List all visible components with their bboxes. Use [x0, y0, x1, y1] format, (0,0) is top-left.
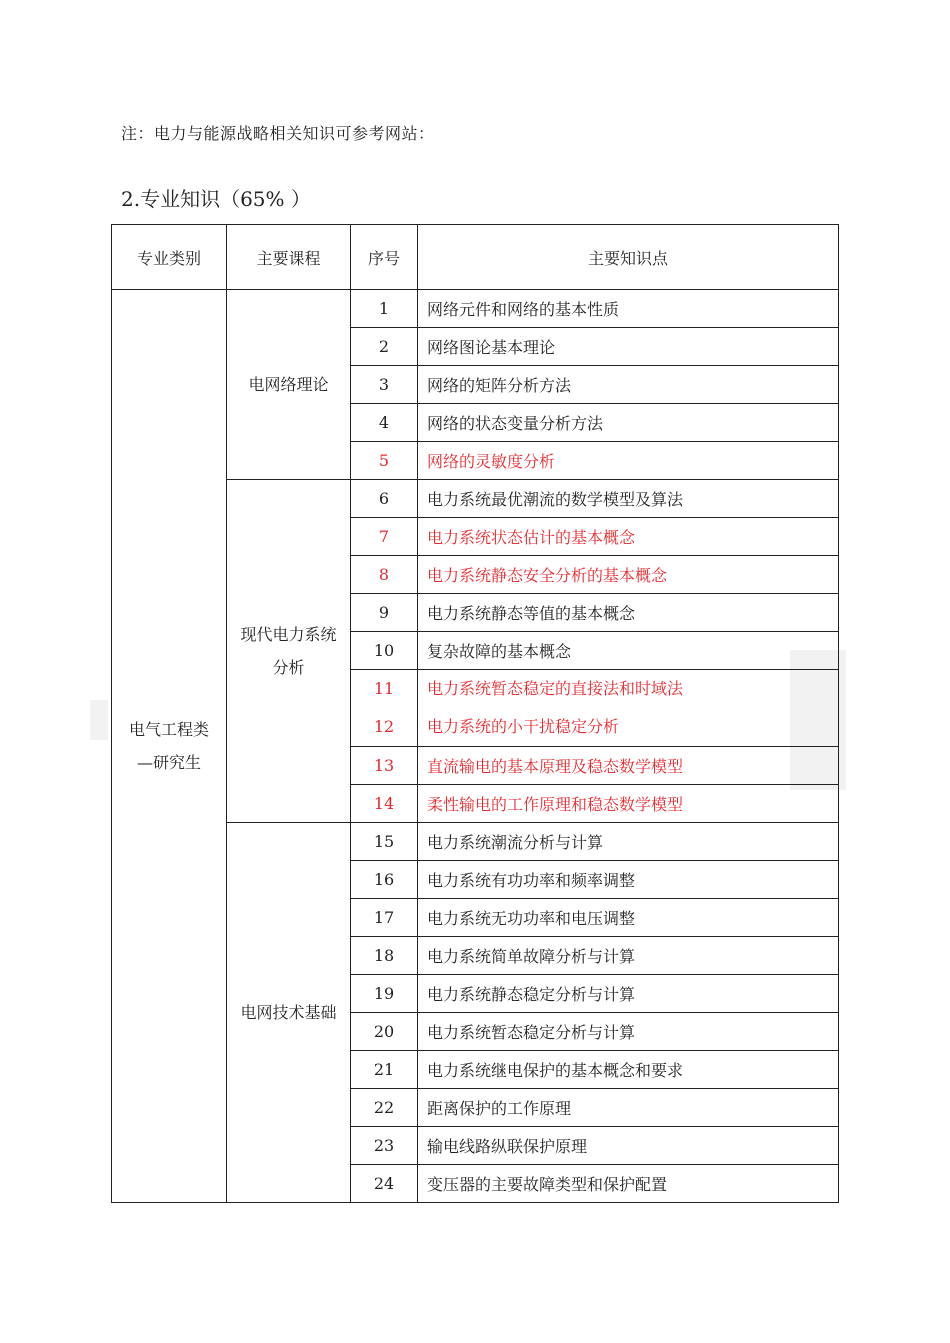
- row-number: [351, 518, 418, 556]
- row-number: [351, 632, 418, 670]
- knowledge-point: [418, 937, 839, 975]
- row-number: [351, 480, 418, 518]
- knowledge-point: [418, 290, 839, 328]
- header-knowledge-point: 主要知识点: [418, 225, 839, 290]
- row-number: [351, 1165, 418, 1203]
- row-number-text: 15: [373, 832, 395, 851]
- row-number: [351, 670, 418, 747]
- knowledge-point-text: 电力系统暂态稳定的直接法和时域法: [427, 679, 684, 698]
- row-number-text: 14: [373, 794, 395, 813]
- row-number: [351, 442, 418, 480]
- row-number: [351, 1089, 418, 1127]
- knowledge-point-text: 电力系统简单故障分析与计算: [427, 947, 636, 966]
- knowledge-point: [418, 1127, 839, 1165]
- knowledge-point: [418, 1165, 839, 1203]
- row-number: [351, 937, 418, 975]
- header-number: 序号: [351, 225, 418, 290]
- knowledge-point-text: 网络的矩阵分析方法: [427, 376, 572, 395]
- knowledge-point: [418, 785, 839, 823]
- row-number-text: 9: [378, 603, 390, 622]
- row-number-text: 21: [373, 1060, 395, 1079]
- knowledge-point: [418, 556, 839, 594]
- row-number-text: 19: [373, 984, 395, 1003]
- row-number: [351, 899, 418, 937]
- category-label-line1: 电气工程类: [128, 720, 209, 739]
- knowledge-point: [418, 747, 839, 785]
- knowledge-point: [418, 594, 839, 632]
- course-cell: 电网络理论: [227, 290, 351, 480]
- knowledge-point: [418, 975, 839, 1013]
- reference-note: 注：电力与能源战略相关知识可参考网站：: [121, 124, 435, 143]
- row-number: [351, 366, 418, 404]
- row-number-text: 11: [373, 679, 395, 698]
- knowledge-point-text: 电力系统继电保护的基本概念和要求: [427, 1061, 684, 1080]
- row-number: [351, 861, 418, 899]
- knowledge-point-text: 复杂故障的基本概念: [427, 642, 572, 661]
- category-cell: [112, 290, 227, 1203]
- row-number-text: 10: [373, 641, 395, 660]
- row-number-text: 16: [373, 870, 395, 889]
- knowledge-point: [418, 670, 839, 747]
- knowledge-point-text: 电力系统状态估计的基本概念: [427, 528, 636, 547]
- section-heading: 2.专业知识（65% ）: [121, 187, 311, 211]
- knowledge-point: [418, 328, 839, 366]
- knowledge-point-text: 网络的状态变量分析方法: [427, 414, 604, 433]
- row-number: [351, 290, 418, 328]
- row-number-text: 5: [378, 451, 390, 470]
- header-course: 主要课程: [227, 225, 351, 290]
- table-header-row: [112, 225, 839, 290]
- course-cell: 电网技术基础: [227, 823, 351, 1203]
- row-number-text: 4: [378, 413, 390, 432]
- knowledge-point-text: 直流输电的基本原理及稳态数学模型: [427, 757, 684, 776]
- category-label-line2: —研究生: [136, 753, 201, 772]
- row-number-text: 7: [378, 527, 390, 546]
- row-number-text: 6: [378, 489, 390, 508]
- row-number-text: 1: [378, 299, 390, 318]
- row-number: [351, 404, 418, 442]
- knowledge-point-text: 距离保护的工作原理: [427, 1099, 572, 1118]
- table-row: [112, 290, 839, 328]
- knowledge-point: [418, 366, 839, 404]
- knowledge-point-text: 网络元件和网络的基本性质: [427, 300, 620, 319]
- row-number-text: 23: [373, 1136, 395, 1155]
- knowledge-point: [418, 861, 839, 899]
- row-number: [351, 328, 418, 366]
- knowledge-point-text: 电力系统暂态稳定分析与计算: [427, 1023, 636, 1042]
- row-number-text: 20: [373, 1022, 395, 1041]
- row-number: [351, 975, 418, 1013]
- knowledge-point: [418, 480, 839, 518]
- row-number: [351, 594, 418, 632]
- watermark-shape: [90, 700, 108, 740]
- knowledge-point: [418, 1089, 839, 1127]
- header-category: 专业类别: [112, 225, 227, 290]
- row-number-text: 8: [378, 565, 390, 584]
- row-number: [351, 1051, 418, 1089]
- course-label-line1: 现代电力系统: [240, 625, 337, 644]
- knowledge-point-text: 电力系统最优潮流的数学模型及算法: [427, 490, 684, 509]
- knowledge-point-text: 电力系统的小干扰稳定分析: [427, 717, 620, 736]
- row-number: [351, 747, 418, 785]
- knowledge-point-text: 电力系统有功功率和频率调整: [427, 871, 636, 890]
- knowledge-point-text: 输电线路纵联保护原理: [427, 1137, 588, 1156]
- row-number: [351, 556, 418, 594]
- row-number: [351, 1127, 418, 1165]
- knowledge-point-text: 电力系统静态稳定分析与计算: [427, 985, 636, 1004]
- knowledge-point: [418, 442, 839, 480]
- knowledge-point-text: 网络的灵敏度分析: [427, 452, 556, 471]
- row-number-text: 24: [373, 1174, 395, 1193]
- knowledge-point-text: 柔性输电的工作原理和稳态数学模型: [427, 795, 684, 814]
- knowledge-point: [418, 1051, 839, 1089]
- knowledge-point: [418, 1013, 839, 1051]
- row-number-text: 17: [373, 908, 395, 927]
- knowledge-point-text: 电力系统潮流分析与计算: [427, 833, 604, 852]
- knowledge-point: [418, 404, 839, 442]
- row-number: [351, 1013, 418, 1051]
- row-number-text: 3: [378, 375, 390, 394]
- row-number-text: 12: [373, 717, 395, 736]
- knowledge-point-text: 网络图论基本理论: [427, 338, 556, 357]
- row-number-text: 18: [373, 946, 395, 965]
- course-cell: [227, 480, 351, 823]
- knowledge-point: [418, 899, 839, 937]
- row-number-text: 13: [373, 756, 395, 775]
- course-label-line2: 分析: [272, 658, 305, 677]
- row-number-text: 22: [373, 1098, 395, 1117]
- row-number-text: 2: [378, 337, 390, 356]
- knowledge-point-text: 电力系统静态等值的基本概念: [427, 604, 636, 623]
- row-number: [351, 785, 418, 823]
- knowledge-point: [418, 518, 839, 556]
- knowledge-table: [111, 224, 839, 1203]
- knowledge-point-text: 电力系统静态安全分析的基本概念: [427, 566, 668, 585]
- knowledge-point-text: 电力系统无功功率和电压调整: [427, 909, 636, 928]
- knowledge-point: [418, 823, 839, 861]
- knowledge-point-text: 变压器的主要故障类型和保护配置: [427, 1175, 668, 1194]
- knowledge-point: [418, 632, 839, 670]
- row-number: [351, 823, 418, 861]
